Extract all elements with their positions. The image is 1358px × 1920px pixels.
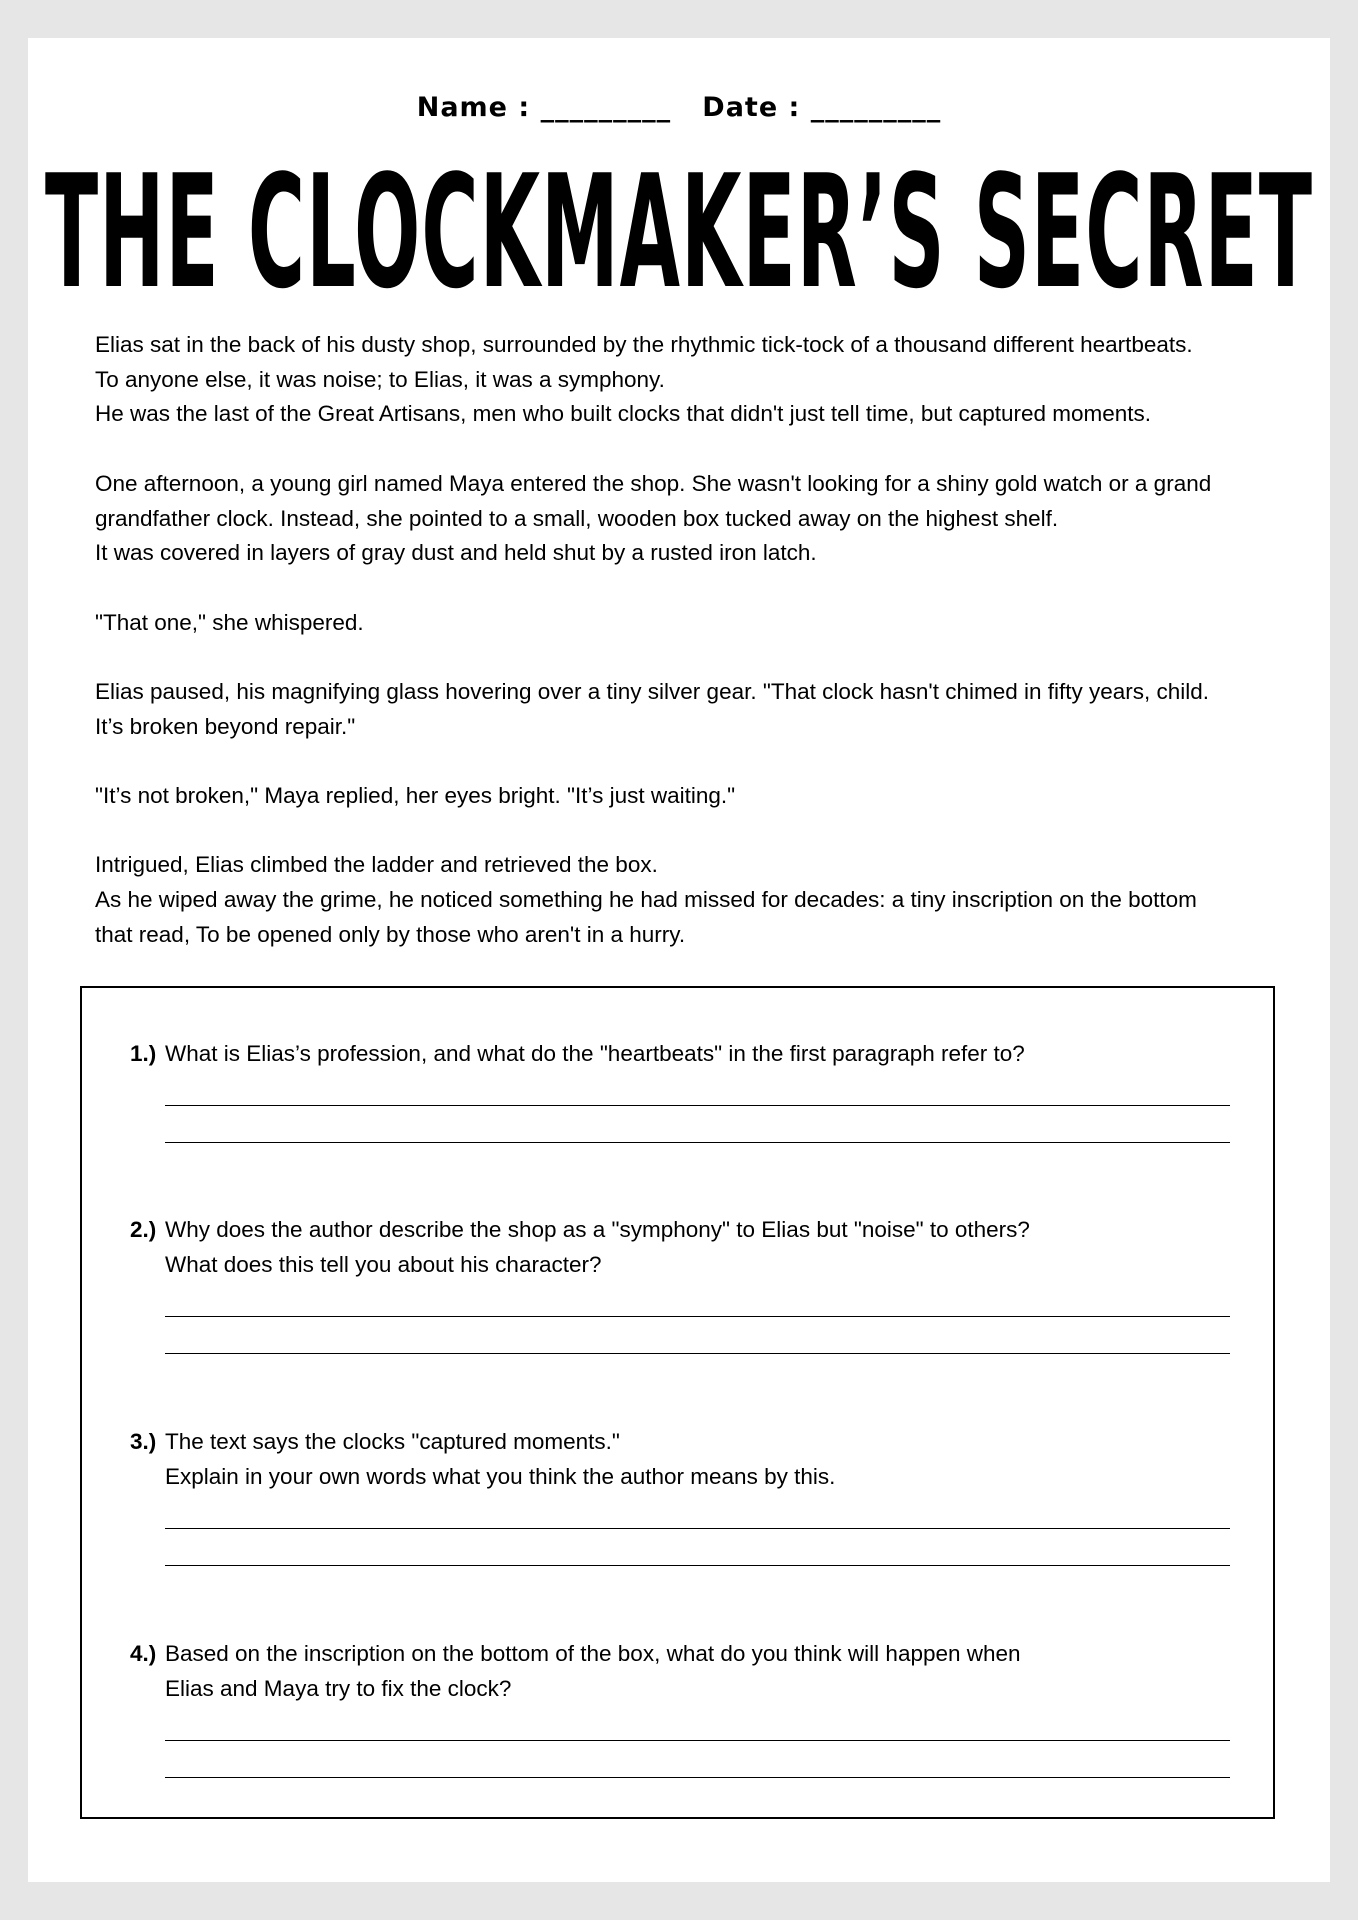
story-paragraph xyxy=(95,675,1295,744)
question-line: Based on the inscription on the bottom of the box, what do you think will happen when xyxy=(165,1641,1021,1666)
story-paragraph xyxy=(95,328,1295,432)
story-line: One afternoon, a young girl named Maya entered the shop. She wasn't looking for a shiny gold watch or a grand xyxy=(95,470,1212,496)
story-line: Elias sat in the back of his dusty shop, surrounded by the rhythmic tick-tock of a thousand different heartbeats. xyxy=(95,332,1193,357)
answer-line[interactable] xyxy=(165,1716,1230,1741)
question-4 xyxy=(130,1636,1250,1778)
question-text xyxy=(165,1424,1250,1494)
question-text xyxy=(165,1036,1250,1071)
question-line: Explain in your own words what you think the author means by this. xyxy=(165,1464,836,1489)
story-line: grandfather clock. Instead, she pointed to a small, wooden box tucked away on the highest shelf. xyxy=(95,505,1059,531)
answer-line[interactable] xyxy=(165,1541,1230,1566)
story-paragraph xyxy=(95,467,1295,571)
answer-line[interactable] xyxy=(165,1504,1230,1529)
answer-line[interactable] xyxy=(165,1329,1230,1354)
answer-line[interactable] xyxy=(165,1292,1230,1317)
question-3 xyxy=(130,1424,1250,1566)
answer-line[interactable] xyxy=(165,1753,1230,1778)
story-line: To anyone else, it was noise; to Elias, it was a symphony. xyxy=(95,366,665,392)
question-line: The text says the clocks "captured moments." xyxy=(165,1429,620,1454)
question-text xyxy=(165,1636,1250,1706)
name-field-label: Name : _________ xyxy=(416,92,672,123)
story-paragraph xyxy=(95,779,1295,814)
story-paragraph xyxy=(95,848,1295,952)
page-title: THE CLOCKMAKER’S SECRET xyxy=(44,144,1314,324)
story-line: It’s broken beyond repair." xyxy=(95,713,356,739)
story-line: that read, To be opened only by those who aren't in a hurry. xyxy=(95,921,686,947)
question-line: Why does the author describe the shop as a "symphony" to Elias but "noise" to others? xyxy=(165,1217,1030,1242)
answer-line[interactable] xyxy=(165,1118,1230,1143)
story-line: "That one," she whispered. xyxy=(95,609,364,635)
question-text xyxy=(165,1212,1250,1282)
name-date-header xyxy=(28,92,1330,123)
question-line: What does this tell you about his character? xyxy=(165,1252,602,1277)
question-number: 2.) xyxy=(130,1217,157,1242)
story-line: Elias paused, his magnifying glass hovering over a tiny silver gear. "That clock hasn't chimed in fifty years, child. xyxy=(95,678,1210,704)
question-number: 3.) xyxy=(130,1429,157,1454)
story-text xyxy=(95,328,1295,987)
story-line: "It’s not broken," Maya replied, her eyes bright. "It’s just waiting." xyxy=(95,783,736,809)
questions-box xyxy=(80,986,1275,1819)
story-line: It was covered in layers of gray dust and held shut by a rusted iron latch. xyxy=(95,540,817,566)
question-number: 4.) xyxy=(130,1641,157,1666)
story-paragraph xyxy=(95,606,1295,641)
question-number: 1.) xyxy=(130,1041,157,1066)
answer-line[interactable] xyxy=(165,1081,1230,1106)
question-line: What is Elias’s profession, and what do the "heartbeats" in the first paragraph refer to? xyxy=(165,1041,1025,1066)
question-line: Elias and Maya try to fix the clock? xyxy=(165,1676,512,1701)
question-2 xyxy=(130,1212,1250,1354)
question-1 xyxy=(130,1036,1250,1143)
story-line: He was the last of the Great Artisans, men who built clocks that didn't just tell time, but captured moments. xyxy=(95,401,1152,427)
worksheet-page xyxy=(28,38,1330,1882)
story-line: As he wiped away the grime, he noticed something he had missed for decades: a tiny inscription on the bottom xyxy=(95,887,1197,913)
date-field-label: Date : _________ xyxy=(702,92,942,123)
story-line: Intrigued, Elias climbed the ladder and retrieved the box. xyxy=(95,852,658,878)
